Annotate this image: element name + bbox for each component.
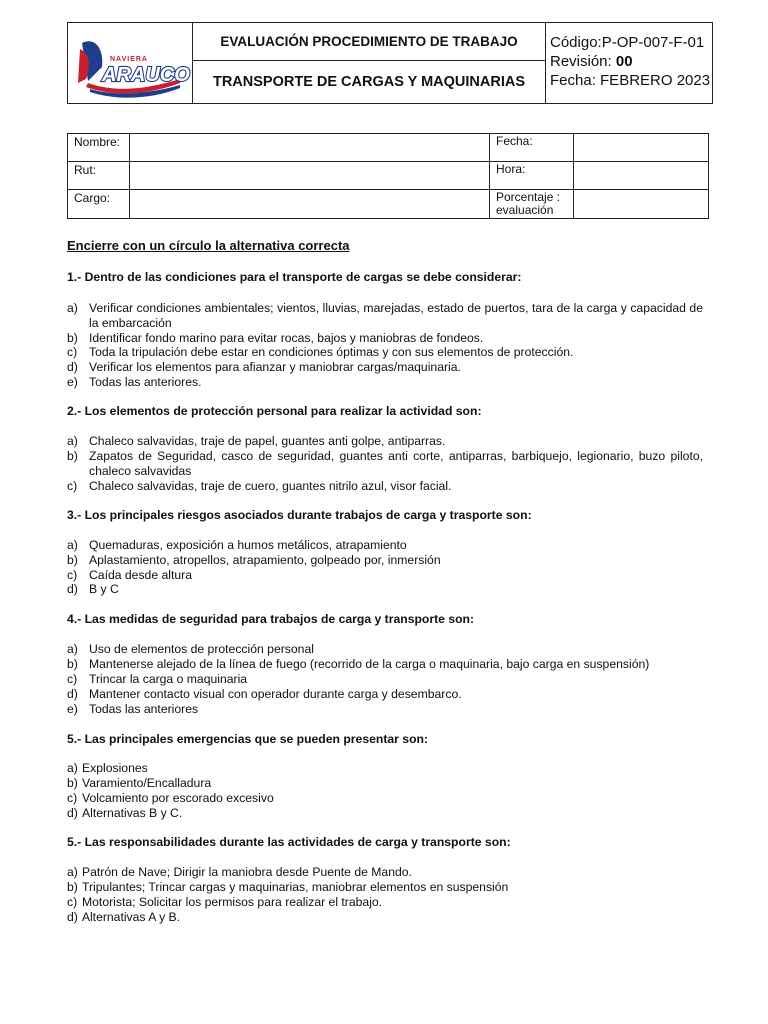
question-4-title: 4.- Las medidas de seguridad para trabajos de carga y transporte son:	[67, 612, 475, 626]
option-text: Trincar la carga o maquinaria	[89, 672, 248, 686]
option-letter: d)	[67, 910, 78, 924]
question-3-title: 3.- Los principales riesgos asociados durante trabajos de carga y trasporte son:	[67, 508, 532, 522]
fecha-field[interactable]	[574, 134, 709, 162]
option-text: Identificar fondo marino para evitar rocas, bajos y maniobras de fondeos.	[89, 331, 484, 345]
option-text: Aplastamiento, atropellos, atrapamiento, golpeado por, inmersión	[89, 553, 441, 567]
option-text: Chaleco salvavidas, traje de papel, guantes anti golpe, antiparras.	[89, 434, 446, 448]
option-text: Caída desde altura	[89, 568, 192, 582]
q4-option-d[interactable]	[67, 687, 703, 702]
revision-value: 00	[615, 53, 633, 70]
q2-option-a[interactable]	[67, 434, 703, 449]
q4-option-b[interactable]	[67, 657, 703, 672]
question-1-title: 1.- Dentro de las condiciones para el transporte de cargas se debe considerar:	[67, 270, 522, 284]
logo-big-text: ARAUCO	[102, 64, 190, 86]
option-letter: d)	[67, 360, 78, 374]
q3-option-b[interactable]	[67, 553, 703, 568]
option-letter: c)	[67, 345, 78, 359]
option-letter: a)	[67, 865, 78, 879]
option-text: Motorista; Solicitar los permisos para realizar el trabajo.	[82, 895, 383, 909]
logo-graphic	[68, 23, 192, 103]
option-letter: c)	[67, 479, 78, 493]
option-text: B y C	[89, 582, 119, 596]
porcentaje-field[interactable]	[574, 190, 709, 219]
q5-option-c[interactable]	[67, 791, 703, 806]
rut-field[interactable]	[130, 162, 490, 190]
option-text: Mantenerse alejado de la línea de fuego (recorrido de la carga o maquinaria, bajo carga en suspensión)	[89, 657, 650, 671]
q6-option-b[interactable]	[67, 880, 703, 895]
option-letter: c)	[67, 791, 78, 805]
header-title-cell	[193, 23, 546, 103]
q5-option-b[interactable]	[67, 776, 703, 791]
option-letter: b)	[67, 553, 78, 567]
option-text: Volcamiento por escorado excesivo	[82, 791, 274, 805]
hora-label: Hora:	[490, 162, 574, 190]
hora-field[interactable]	[574, 162, 709, 190]
option-letter: a)	[67, 538, 78, 552]
q1-option-e[interactable]	[67, 375, 703, 390]
option-letter: a)	[67, 642, 78, 656]
nombre-field[interactable]	[130, 134, 490, 162]
option-text: Zapatos de Seguridad, casco de seguridad, guantes anti corte, antiparras, barbiquejo, legionario, buzo piloto, chaleco salvavidas	[89, 449, 703, 478]
option-letter: b)	[67, 449, 78, 463]
q4-option-a[interactable]	[67, 642, 703, 657]
option-letter: c)	[67, 672, 78, 686]
cargo-label: Cargo:	[68, 190, 130, 219]
q4-option-e[interactable]	[67, 702, 703, 717]
company-logo	[68, 23, 193, 103]
option-text: Explosiones	[82, 761, 148, 775]
doc-title-bottom: TRANSPORTE DE CARGAS Y MAQUINARIAS	[212, 73, 526, 90]
q1-option-a[interactable]	[67, 301, 703, 330]
q6-option-c[interactable]	[67, 895, 703, 910]
q2-option-b[interactable]	[67, 449, 703, 478]
q1-option-c[interactable]	[67, 345, 703, 360]
option-text: Verificar condiciones ambientales; vientos, lluvias, marejadas, estado de puertos, tara de la carga y capacidad de la embarcación	[89, 301, 703, 330]
q3-option-c[interactable]	[67, 568, 703, 583]
q1-option-b[interactable]	[67, 331, 703, 346]
option-letter: e)	[67, 702, 78, 716]
document-header	[67, 22, 713, 104]
porcentaje-label	[490, 190, 574, 219]
doc-revision	[550, 52, 712, 71]
option-letter: b)	[67, 776, 78, 790]
nombre-label: Nombre:	[68, 134, 130, 162]
option-text: Toda la tripulación debe estar en condiciones óptimas y con sus elementos de protección.	[89, 345, 574, 359]
option-letter: d)	[67, 582, 78, 596]
q5-option-d[interactable]	[67, 806, 703, 821]
question-6-title: 5.- Las responsabilidades durante las actividades de carga y transporte son:	[67, 835, 511, 849]
option-text: Alternativas A y B.	[81, 910, 181, 924]
instruction-heading: Encierre con un círculo la alternativa correcta	[67, 238, 350, 253]
option-text: Uso de elementos de protección personal	[89, 642, 314, 656]
question-5-title: 5.- Las principales emergencias que se pueden presentar son:	[67, 732, 429, 746]
doc-title-top: EVALUACIÓN PROCEDIMIENTO DE TRABAJO	[193, 23, 545, 61]
option-text: Quemaduras, exposición a humos metálicos, atrapamiento	[89, 538, 407, 552]
option-letter: b)	[67, 657, 78, 671]
rut-label: Rut:	[68, 162, 130, 190]
table-row	[68, 134, 709, 162]
q2-option-c[interactable]	[67, 479, 703, 494]
q6-option-a[interactable]	[67, 865, 703, 880]
option-letter: a)	[67, 761, 78, 775]
revision-label: Revisión:	[550, 53, 616, 70]
q3-option-a[interactable]	[67, 538, 703, 553]
doc-code: Código:P-OP-007-F-01	[550, 34, 705, 51]
option-text: Patrón de Nave; Dirigir la maniobra desde Puente de Mando.	[82, 865, 412, 879]
option-letter: d)	[67, 687, 78, 701]
porcentaje-label-line2: evaluación	[496, 203, 554, 217]
option-text: Tripulantes; Trincar cargas y maquinarias, maniobrar elementos en suspensión	[82, 880, 509, 894]
option-text: Mantener contacto visual con operador durante carga y desembarco.	[89, 687, 462, 701]
option-letter: b)	[67, 331, 78, 345]
q1-option-d[interactable]	[67, 360, 703, 375]
porcentaje-label-line1: Porcentaje :	[496, 190, 561, 204]
option-text: Varamiento/Encalladura	[82, 776, 212, 790]
cargo-field[interactable]	[130, 190, 490, 219]
option-letter: b)	[67, 880, 78, 894]
option-letter: d)	[67, 806, 78, 820]
option-text: Todas las anteriores	[89, 702, 199, 716]
option-letter: a)	[67, 434, 78, 448]
option-letter: c)	[67, 895, 78, 909]
q4-option-c[interactable]	[67, 672, 703, 687]
logo-small-text: NAVIERA	[110, 56, 148, 63]
table-row	[68, 190, 709, 219]
header-meta-cell	[546, 23, 712, 103]
option-letter: e)	[67, 375, 78, 389]
q6-option-d[interactable]	[67, 910, 703, 925]
option-letter: a)	[67, 301, 78, 315]
option-text: Chaleco salvavidas, traje de cuero, guantes nitrilo azul, visor facial.	[89, 479, 452, 493]
fecha-label: Fecha:	[490, 134, 574, 162]
question-2-title: 2.- Los elementos de protección personal para realizar la actividad son:	[67, 404, 482, 418]
doc-date: Fecha: FEBRERO 2023	[550, 72, 711, 89]
option-text: Todas las anteriores.	[89, 375, 202, 389]
identification-table	[67, 133, 709, 219]
option-letter: c)	[67, 568, 78, 582]
option-text: Verificar los elementos para afianzar y maniobrar cargas/maquinaria.	[89, 360, 461, 374]
option-text: Alternativas B y C.	[82, 806, 183, 820]
q3-option-d[interactable]	[67, 582, 703, 597]
q5-option-a[interactable]	[67, 761, 703, 776]
table-row	[68, 162, 709, 190]
